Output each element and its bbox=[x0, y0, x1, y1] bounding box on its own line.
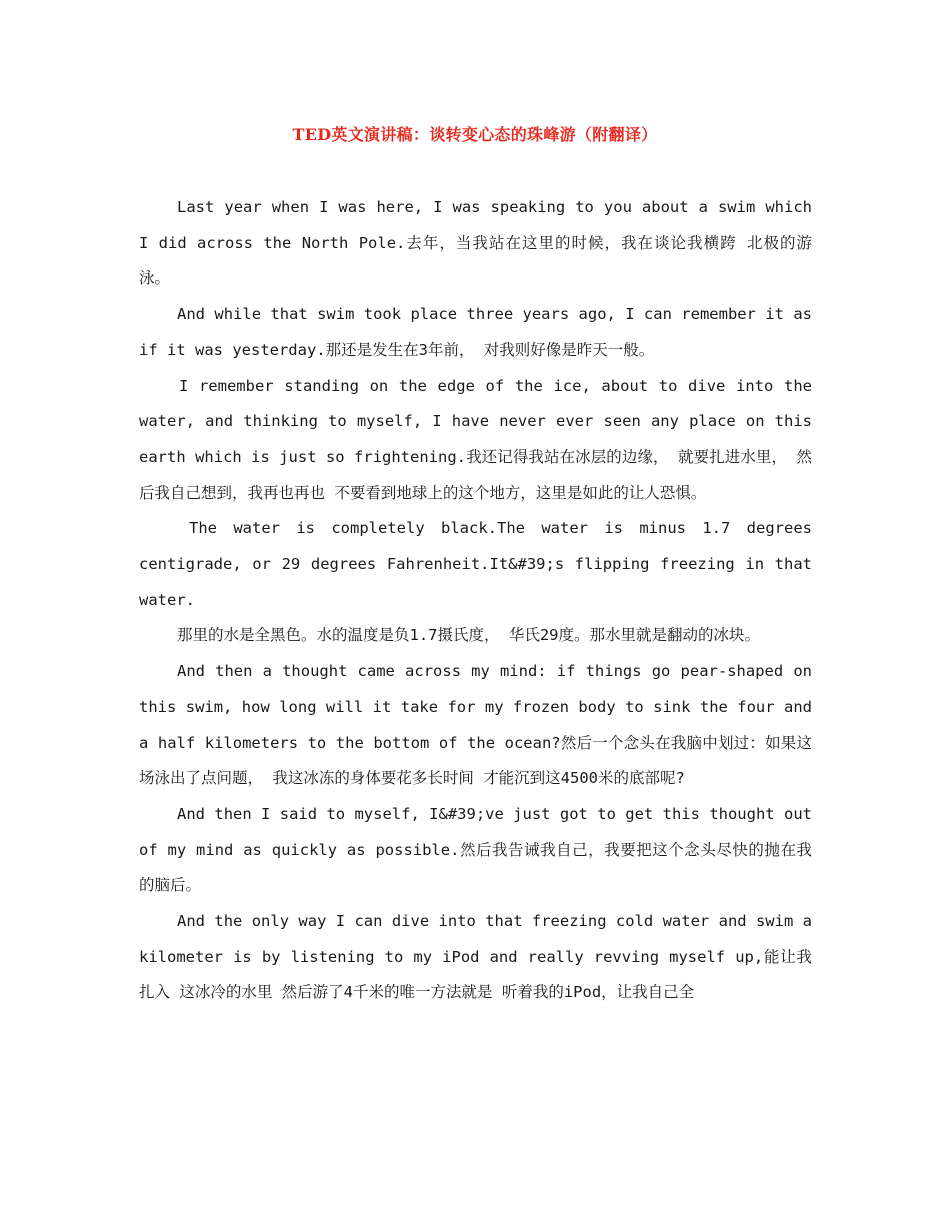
paragraph: 那里的水是全黑色。水的温度是负1.7摄氏度， 华氏29度。那水里就是翻动的冰块。 bbox=[177, 626, 760, 645]
paragraph: And then I said to myself, I&#39;ve just got to get this thought out of my mind as quickly as possible.然后我告诫我自己，我要把这个念头尽快的抛在我的脑后。 bbox=[139, 804, 812, 895]
paragraph: The water is completely black.The water is minus 1.7 degrees centigrade, or 29 degrees Fahrenheit.It&#39;s flipping freezing in that water. bbox=[139, 519, 812, 609]
paragraph: And then a thought came across my mind: if things go pear-shaped on this swim, how long will it take for my frozen body to sink the four and a half kilometers to the bottom of the ocean?然后一个念头在我脑中划过：如果这场泳出了点问题， 我这冰冻的身体要花多长时间 才能沉到这4500米的底部呢? bbox=[139, 662, 812, 788]
paragraph: I remember standing on the edge of the ice, about to dive into the water, and thinking to myself, I have never ever seen any place on this earth which is just so frightening.我还记得我站在冰层的边缘， 就要扎进水里， 然后我自己想到，我再也再也 不要看到地球上的这个地方，这里是如此的让人恐惧。 bbox=[139, 376, 812, 502]
document-body bbox=[139, 190, 812, 1011]
paragraph: And the only way I can dive into that freezing cold water and swim a kilometer is by listening to my iPod and really revving myself up,能让我扎入 这冰冷的水里 然后游了4千米的唯一方法就是 听着我的iPod，让我自己全 bbox=[139, 912, 812, 1002]
paragraph: And while that swim took place three years ago, I can remember it as if it was yesterday.那还是发生在3年前， 对我则好像是昨天一般。 bbox=[139, 305, 812, 359]
document-title: TED英文演讲稿：谈转变心态的珠峰游（附翻译） bbox=[292, 125, 658, 144]
paragraph: Last year when I was here, I was speaking to you about a swim which I did across the North Pole.去年，当我站在这里的时候，我在谈论我横跨 北极的游泳。 bbox=[139, 198, 812, 288]
